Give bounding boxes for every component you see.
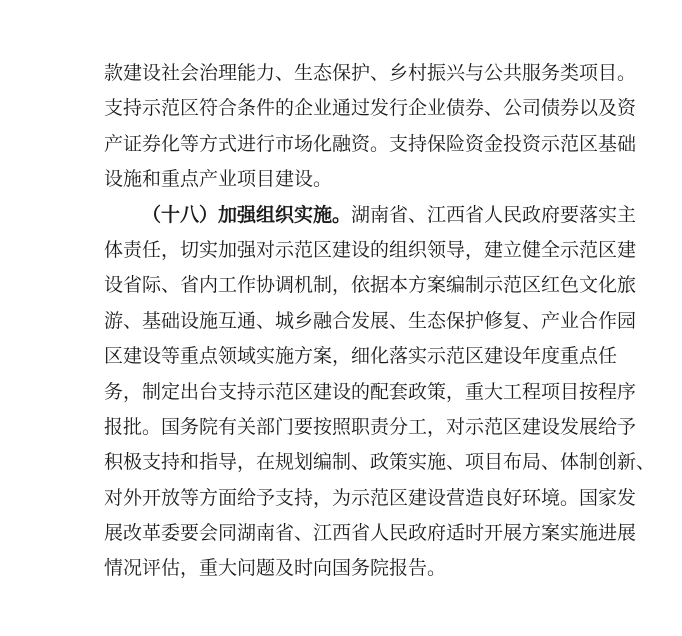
paragraph-first-line	[104, 198, 637, 233]
text-line: 对外开放等方面给予支持，为示范区建设营造良好环境。国家发	[104, 486, 637, 509]
text-line: 体责任，切实加强对示范区建设的组织领导，建立健全示范区建	[104, 238, 637, 261]
text-line: 报批。国务院有关部门要按照职责分工，对示范区建设发展给予	[104, 415, 637, 438]
section-heading: （十八）加强组织实施。	[142, 203, 352, 226]
paragraph-organization	[104, 198, 656, 587]
paragraph-financing	[104, 56, 637, 198]
text-line: 情况评估，重大问题及时向国务院报告。	[104, 557, 447, 580]
text-line: 积极支持和指导，在规划编制、政策实施、项目布局、体制创新、	[104, 451, 656, 474]
text-line: 设施和重点产业项目建设。	[104, 168, 333, 191]
text-run: 湖南省、江西省人民政府要落实主	[351, 203, 637, 226]
text-line: 支持示范区符合条件的企业通过发行企业债券、公司债券以及资	[104, 97, 637, 120]
text-line: 设省际、省内工作协调机制，依据本方案编制示范区红色文化旅	[104, 274, 637, 297]
text-line: 游、基础设施互通、城乡融合发展、生态保护修复、产业合作园	[104, 309, 637, 332]
text-line: 区建设等重点领域实施方案，细化落实示范区建设年度重点任	[104, 345, 618, 368]
document-body	[104, 56, 656, 587]
text-line: 展改革委要会同湖南省、江西省人民政府适时开展方案实施进展	[104, 522, 637, 545]
text-line: 产证券化等方式进行市场化融资。支持保险资金投资示范区基础	[104, 132, 637, 155]
text-line: 款建设社会治理能力、生态保护、乡村振兴与公共服务类项目。	[104, 62, 637, 84]
text-line: 务，制定出台支持示范区建设的配套政策，重大工程项目按程序	[104, 380, 637, 403]
